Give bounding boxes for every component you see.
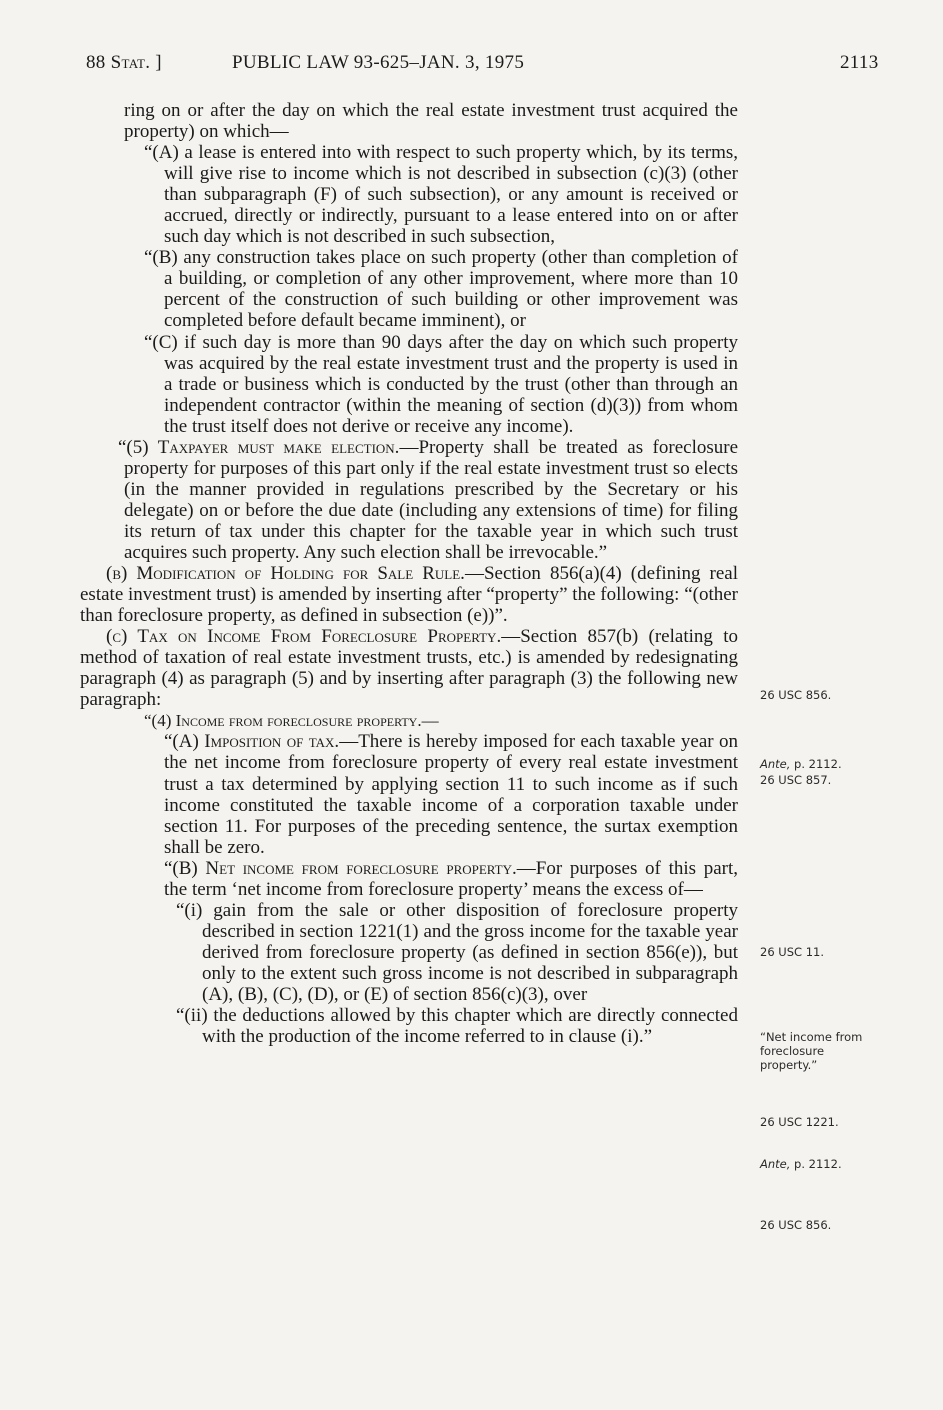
clause-i: “(i) gain from the sale or other disposition of foreclosure property described in section 1221(1) and the gross income for the taxable year derived from foreclosure property (as defined in section 856(e)), but only to the extent such gross income is not described in subparagraph (A), (B), (C), (D), or (E) of section 856(c)(3), over [176,899,738,1005]
paragraph-4A-text: —There is hereby imposed for each taxable year on the net income from foreclosure property of every real estate investment trust a tax determined by applying section 11 to such income as if such income constituted the taxable income of a corporation taxable under section 11. For purposes of the preceding sentence, the surtax exemption shall be zero. [164,731,738,858]
margin-note-ante-a [760,757,890,771]
page-header-stat: 88 Stat. ] [86,52,162,73]
statute-body [80,100,738,1047]
margin-note-definition: “Net income from foreclosure property.” [760,1030,863,1072]
page-header-title: PUBLIC LAW 93-625–JAN. 3, 1975 [232,52,525,73]
margin-note-26usc857: 26 USC 857. [760,773,832,787]
subsection-c-text: —Section 857(b) (relating to method of taxation of real estate investment trusts, etc.) is amended by redesignating paragraph (4) as paragraph (5) and by inserting after paragraph (3) the following new paragraph: [80,626,738,711]
margin-note-26usc856-b: 26 USC 856. [760,1218,832,1232]
margin-note-26usc11: 26 USC 11. [760,945,824,959]
subsection-c [80,626,738,710]
subsection-b-text: —Section 856(a)(4) (defining real estate investment trust) is amended by inserting after “property” the following: “(other than foreclosure property, as defined in subsection (e))”. [80,563,738,627]
subparagraph-C: “(C) if such day is more than 90 days after the day on which such property was acquired by the real estate investment trust and the property is used in a trade or business which is conducted by the trust (other than through an independent contractor (within the meaning of section (d)(3)) from whom the trust itself does not derive or receive any income). [144,331,738,437]
paragraph-5-heading: “(5) Taxpayer must make election. [118,436,400,458]
page-number: 2113 [840,52,879,73]
margin-note-26usc856-a: 26 USC 856. [760,688,832,702]
paragraph-4B-heading: “(B) Net income from foreclosure property. [164,857,517,879]
subsection-c-heading: (c) Tax on Income From Foreclosure Property. [106,626,502,648]
margin-note-26usc1221: 26 USC 1221. [760,1115,839,1129]
paragraph-5 [80,437,738,563]
clause-ii: “(ii) the deductions allowed by this chapter which are directly connected with the production of the income referred to in clause (i).” [176,1005,738,1048]
subsection-b-heading: (b) Modification of Holding for Sale Rule. [106,563,465,585]
margin-note-ante-a-page: p. 2112. [790,757,842,771]
paragraph-4A [80,731,738,857]
continuation-paragraph: ring on or after the day on which the real estate investment trust acquired the property) on which— [124,100,738,143]
paragraph-4A-heading: “(A) Imposition of tax. [164,731,340,753]
subparagraph-B: “(B) any construction takes place on such property (other than completion of a building, or completion of any other improvement, where more than 10 percent of the construction of such building or other improvement was completed before default became imminent), or [144,247,738,332]
margin-note-ante-b-italic: Ante, [760,1157,791,1171]
subparagraph-A: “(A) a lease is entered into with respect to such property which, by its terms, will give rise to income which is not described in subsection (c)(3) (other than subparagraph (F) of such subsection), or any amount is received or accrued, directly or indirectly, pursuant to a lease entered into on or after such day which is not described in such subsection, [144,142,738,248]
margin-note-ante-b [760,1157,890,1171]
paragraph-4-heading: “(4) Income from foreclosure property.— [144,711,439,731]
subsection-b [80,563,738,626]
margin-note-ante-a-italic: Ante, [760,757,791,771]
paragraph-4B [80,858,738,900]
paragraph-4B-text: —For purposes of this part, the term ‘net income from foreclosure property’ means the excess of— [164,857,738,900]
paragraph-5-text: —Property shall be treated as foreclosure property for purposes of this part only if the real estate investment trust so elects (in the manner provided in regulations prescribed by the Secretary or his delegate) on or before the due date (including any extensions of time) for filing its return of tax under this chapter for the taxable year in which such trust acquires such property. Any such election shall be irrevocable.” [124,436,739,563]
margin-note-ante-b-page: p. 2112. [790,1157,842,1171]
